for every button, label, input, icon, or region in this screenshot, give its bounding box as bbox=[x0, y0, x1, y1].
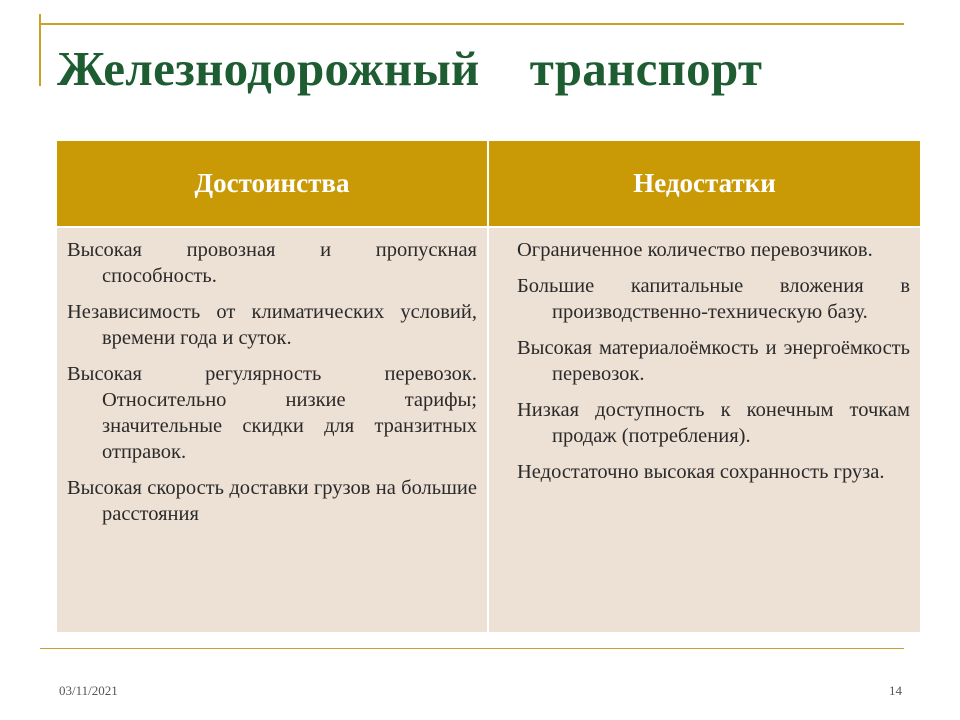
slide-page-number: 14 bbox=[889, 683, 902, 698]
advantage-item: Высокая скорость доставки грузов на большие расстояния bbox=[67, 477, 477, 525]
top-border-line bbox=[40, 23, 904, 25]
slide-title: Железнодорожный транспорт bbox=[57, 41, 763, 96]
disadvantage-item: Высокая материалоёмкость и энергоёмкость перевозок. bbox=[517, 337, 910, 385]
header-divider bbox=[57, 226, 920, 228]
disadvantage-item: Недостаточно высокая сохранность груза. bbox=[517, 461, 885, 483]
advantages-column bbox=[67, 237, 477, 537]
comparison-table bbox=[57, 141, 920, 632]
header-advantages: Достоинства bbox=[57, 141, 487, 226]
disadvantage-item: Низкая доступность к конечным точкам продаж (потребления). bbox=[517, 399, 910, 447]
advantage-item: Независимость от климатических условий, времени года и суток. bbox=[67, 301, 477, 349]
left-border-line bbox=[39, 14, 41, 86]
disadvantage-item: Ограниченное количество перевозчиков. bbox=[517, 239, 873, 261]
slide-date: 03/11/2021 bbox=[59, 683, 118, 698]
disadvantages-column bbox=[517, 237, 910, 495]
advantage-item: Высокая регулярность перевозок. Относительно низкие тарифы; значительные скидки для транзитных отправок. bbox=[67, 363, 477, 463]
footer-rule bbox=[40, 648, 904, 649]
header-disadvantages: Недостатки bbox=[489, 141, 920, 226]
column-divider bbox=[487, 141, 489, 632]
disadvantage-item: Большие капитальные вложения в производственно-техническую базу. bbox=[517, 275, 910, 323]
advantage-item: Высокая провозная и пропускная способность. bbox=[67, 239, 477, 287]
